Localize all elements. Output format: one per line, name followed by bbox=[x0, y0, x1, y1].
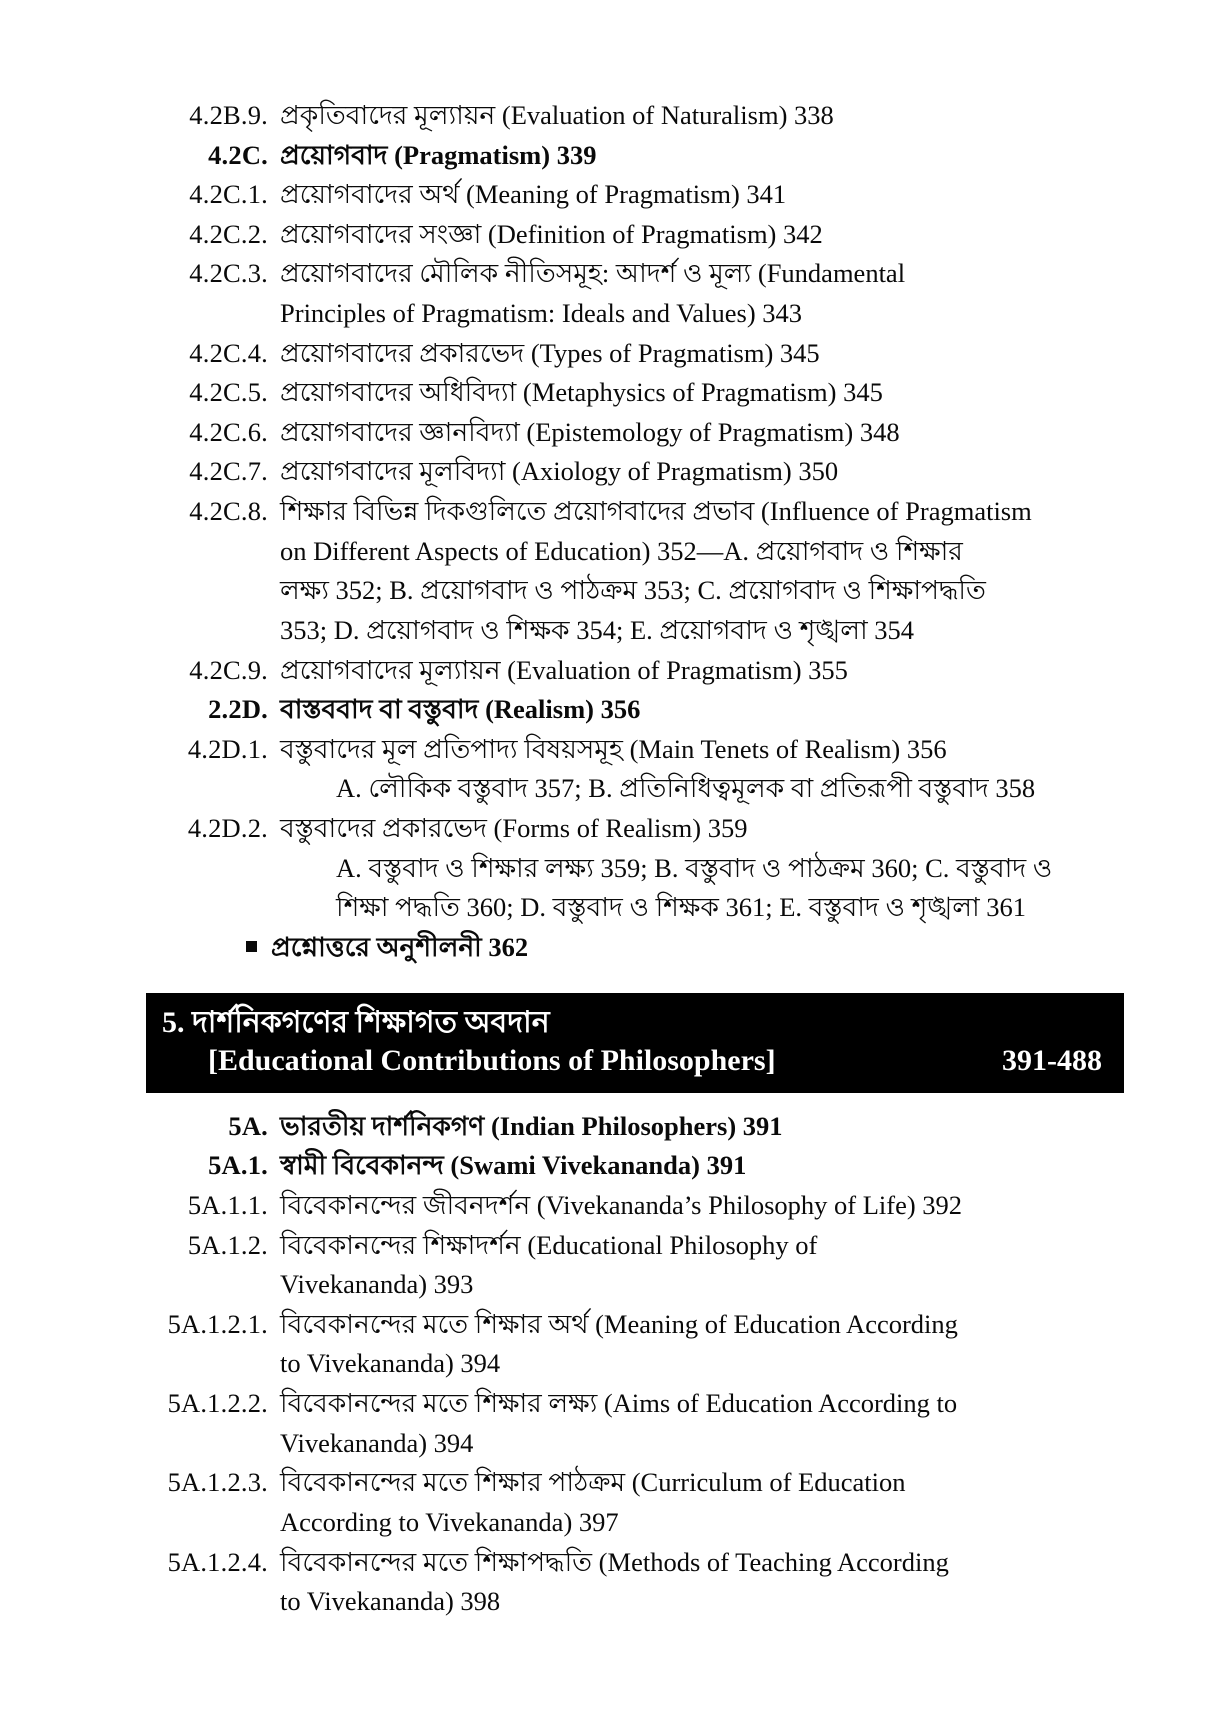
toc-entry-text: বিবেকানন্দের মতে শিক্ষার পাঠক্রম (Curriculum of Education bbox=[280, 1467, 906, 1498]
toc-entry-text: বিবেকানন্দের মতে শিক্ষাপদ্ধতি (Methods of Teaching According bbox=[280, 1546, 949, 1577]
toc-entry-text: Vivekananda) 393 bbox=[280, 1269, 474, 1300]
toc-entry-number: 4.2C.8. bbox=[189, 496, 268, 527]
toc-entry-number: 2.2D. bbox=[208, 694, 268, 725]
toc-entry-text: প্রয়োগবাদের জ্ঞানবিদ্যা (Epistemology of Pragmatism) 348 bbox=[280, 416, 900, 447]
toc-entry-number: 4.2D.2. bbox=[187, 812, 268, 843]
toc-entry-text: বিবেকানন্দের মতে শিক্ষার অর্থ (Meaning of Education According bbox=[280, 1308, 958, 1339]
toc-entry-continuation-row bbox=[150, 571, 1102, 611]
chapter-banner-subtitle-row bbox=[162, 1042, 1108, 1080]
toc-entry-continuation-row bbox=[150, 294, 1102, 334]
toc-entry-number: 5A. bbox=[228, 1110, 268, 1141]
toc-entry-text: বিবেকানন্দের শিক্ষাদর্শন (Educational Philosophy of bbox=[280, 1229, 818, 1260]
toc-entry-row bbox=[150, 136, 1102, 176]
toc-entry-text: প্রয়োগবাদের অর্থ (Meaning of Pragmatism) 341 bbox=[280, 179, 787, 210]
toc-entry-subitem-text: শিক্ষা পদ্ধতি 360; D. বস্তুবাদ ও শিক্ষক 361; E. বস্তুবাদ ও শৃঙ্খলা 361 bbox=[336, 892, 1027, 923]
toc-entry-row bbox=[150, 1186, 1102, 1226]
chapter-banner bbox=[146, 993, 1124, 1092]
toc-entry-number: 4.2D.1. bbox=[187, 733, 268, 764]
toc-entry-row bbox=[150, 452, 1102, 492]
toc-entry-row bbox=[150, 651, 1102, 691]
toc-entry-subitem-text: A. লৌকিক বস্তুবাদ 357; B. প্রতিনিধিত্বমূলক বা প্রতিরূপী বস্তুবাদ 358 bbox=[336, 773, 1036, 804]
chapter-banner-page-range: 391-488 bbox=[1002, 1044, 1102, 1078]
toc-entry-row bbox=[150, 1107, 1102, 1147]
toc-entry-text: স্বামী বিবেকানন্দ (Swami Vivekananda) 391 bbox=[280, 1150, 747, 1181]
toc-entry-text: to Vivekananda) 398 bbox=[280, 1586, 501, 1617]
toc-entry-row bbox=[150, 492, 1102, 532]
toc-entry-text: According to Vivekananda) 397 bbox=[280, 1506, 619, 1537]
toc-entry-row bbox=[150, 175, 1102, 215]
toc-entry-row bbox=[150, 373, 1102, 413]
toc-entry-number: 4.2C.1. bbox=[189, 179, 268, 210]
exercise-bullet-label: প্রশ্নোত্তরে অনুশীলনী 362 bbox=[271, 931, 529, 962]
toc-entry-subitem-row bbox=[150, 888, 1102, 928]
toc-entry-text: প্রকৃতিবাদের মূল্যায়ন (Evaluation of Naturalism) 338 bbox=[280, 100, 834, 130]
exercise-bullet-row bbox=[150, 928, 1102, 968]
toc-entry-text: বস্তুবাদের প্রকারভেদ (Forms of Realism) 359 bbox=[280, 812, 748, 843]
toc-entry-text: প্রয়োগবাদের মৌলিক নীতিসমূহ: আদর্শ ও মূল্য (Fundamental bbox=[280, 258, 906, 289]
toc-entry-row bbox=[150, 1543, 1102, 1583]
toc-entry-row bbox=[150, 1463, 1102, 1503]
toc-entry-number: 4.2C.2. bbox=[189, 218, 268, 249]
toc-entry-number: 5A.1.2.2. bbox=[167, 1388, 268, 1419]
toc-entry-text: Vivekananda) 394 bbox=[280, 1427, 474, 1458]
toc-entry-number: 4.2B.9. bbox=[189, 100, 268, 130]
toc-entry-number: 5A.1.2. bbox=[187, 1229, 268, 1260]
toc-entry-number: 5A.1.2.1. bbox=[167, 1308, 268, 1339]
toc-entry-text: শিক্ষার বিভিন্ন দিকগুলিতে প্রয়োগবাদের প্রভাব (Influence of Pragmatism bbox=[280, 496, 1032, 527]
toc-list-chapter-5 bbox=[150, 1107, 1102, 1622]
toc-entry-subitem-row bbox=[150, 769, 1102, 809]
toc-entry-number: 4.2C.3. bbox=[189, 258, 268, 289]
toc-entry-number: 4.2C.9. bbox=[189, 654, 268, 685]
toc-entry-continuation-row bbox=[150, 611, 1102, 651]
toc-entry-row bbox=[150, 1226, 1102, 1266]
toc-entry-number: 4.2C.4. bbox=[189, 337, 268, 368]
toc-entry-text: বিবেকানন্দের জীবনদর্শন (Vivekananda’s Philosophy of Life) 392 bbox=[280, 1190, 963, 1221]
toc-entry-row bbox=[150, 334, 1102, 374]
toc-entry-row bbox=[150, 96, 1102, 136]
toc-entry-text: প্রয়োগবাদ (Pragmatism) 339 bbox=[280, 139, 597, 170]
toc-entry-continuation-row bbox=[150, 1265, 1102, 1305]
toc-entry-text: to Vivekananda) 394 bbox=[280, 1348, 501, 1379]
toc-entry-row bbox=[150, 690, 1102, 730]
toc-entry-text: প্রয়োগবাদের সংজ্ঞা (Definition of Pragmatism) 342 bbox=[280, 218, 823, 249]
toc-entry-number: 5A.1.2.4. bbox=[167, 1546, 268, 1577]
toc-entry-text: on Different Aspects of Education) 352—A. প্রয়োগবাদ ও শিক্ষার bbox=[280, 535, 963, 566]
toc-entry-text: ভারতীয় দার্শনিকগণ (Indian Philosophers) 391 bbox=[280, 1110, 783, 1141]
square-bullet-icon bbox=[246, 941, 257, 952]
toc-list-chapter-4 bbox=[150, 96, 1102, 928]
chapter-banner-title-en: [Educational Contributions of Philosophers] bbox=[208, 1044, 776, 1078]
toc-entry-subitem-text: A. বস্তুবাদ ও শিক্ষার লক্ষ্য 359; B. বস্তুবাদ ও পাঠক্রম 360; C. বস্তুবাদ ও bbox=[336, 852, 1053, 883]
toc-entry-number: 4.2C. bbox=[208, 139, 268, 170]
toc-entry-row bbox=[150, 730, 1102, 770]
toc-entry-text: বিবেকানন্দের মতে শিক্ষার লক্ষ্য (Aims of Education According to bbox=[280, 1388, 958, 1419]
toc-entry-continuation-row bbox=[150, 532, 1102, 572]
toc-entry-number: 5A.1.1. bbox=[187, 1190, 268, 1221]
toc-entry-row bbox=[150, 254, 1102, 294]
toc-entry-text: লক্ষ্য 352; B. প্রয়োগবাদ ও পাঠক্রম 353; C. প্রয়োগবাদ ও শিক্ষাপদ্ধতি bbox=[280, 575, 986, 606]
toc-entry-row bbox=[150, 1384, 1102, 1424]
toc-entry-continuation-row bbox=[150, 1424, 1102, 1464]
toc-entry-number: 4.2C.7. bbox=[189, 456, 268, 487]
toc-entry-text: বস্তুবাদের মূল প্রতিপাদ্য বিষয়সমূহ (Main Tenets of Realism) 356 bbox=[280, 733, 947, 764]
toc-entry-continuation-row bbox=[150, 1582, 1102, 1622]
toc-entry-row bbox=[150, 1146, 1102, 1186]
toc-entry-number: 5A.1.2.3. bbox=[167, 1467, 268, 1498]
toc-entry-number: 5A.1. bbox=[208, 1150, 268, 1181]
toc-entry-row bbox=[150, 215, 1102, 255]
toc-entry-text: প্রয়োগবাদের মূলবিদ্যা (Axiology of Pragmatism) 350 bbox=[280, 456, 839, 487]
toc-entry-subitem-row bbox=[150, 849, 1102, 889]
toc-entry-row bbox=[150, 1305, 1102, 1345]
toc-entry-number: 4.2C.5. bbox=[189, 377, 268, 408]
toc-entry-text: প্রয়োগবাদের প্রকারভেদ (Types of Pragmatism) 345 bbox=[280, 337, 820, 368]
toc-entry-row bbox=[150, 413, 1102, 453]
toc-entry-number: 4.2C.6. bbox=[189, 416, 268, 447]
toc-entry-row bbox=[150, 809, 1102, 849]
toc-entry-text: বাস্তববাদ বা বস্তুবাদ (Realism) 356 bbox=[280, 694, 641, 725]
toc-entry-text: Principles of Pragmatism: Ideals and Values) 343 bbox=[280, 298, 803, 329]
toc-entry-text: 353; D. প্রয়োগবাদ ও শিক্ষক 354; E. প্রয়োগবাদ ও শৃঙ্খলা 354 bbox=[280, 614, 915, 645]
toc-entry-continuation-row bbox=[150, 1344, 1102, 1384]
toc-entry-text: প্রয়োগবাদের অধিবিদ্যা (Metaphysics of Pragmatism) 345 bbox=[280, 377, 883, 408]
chapter-banner-title-bn: 5. দার্শনিকগণের শিক্ষাগত অবদান bbox=[162, 1006, 550, 1040]
toc-entry-continuation-row bbox=[150, 1503, 1102, 1543]
toc-entry-text: প্রয়োগবাদের মূল্যায়ন (Evaluation of Pragmatism) 355 bbox=[280, 654, 848, 685]
